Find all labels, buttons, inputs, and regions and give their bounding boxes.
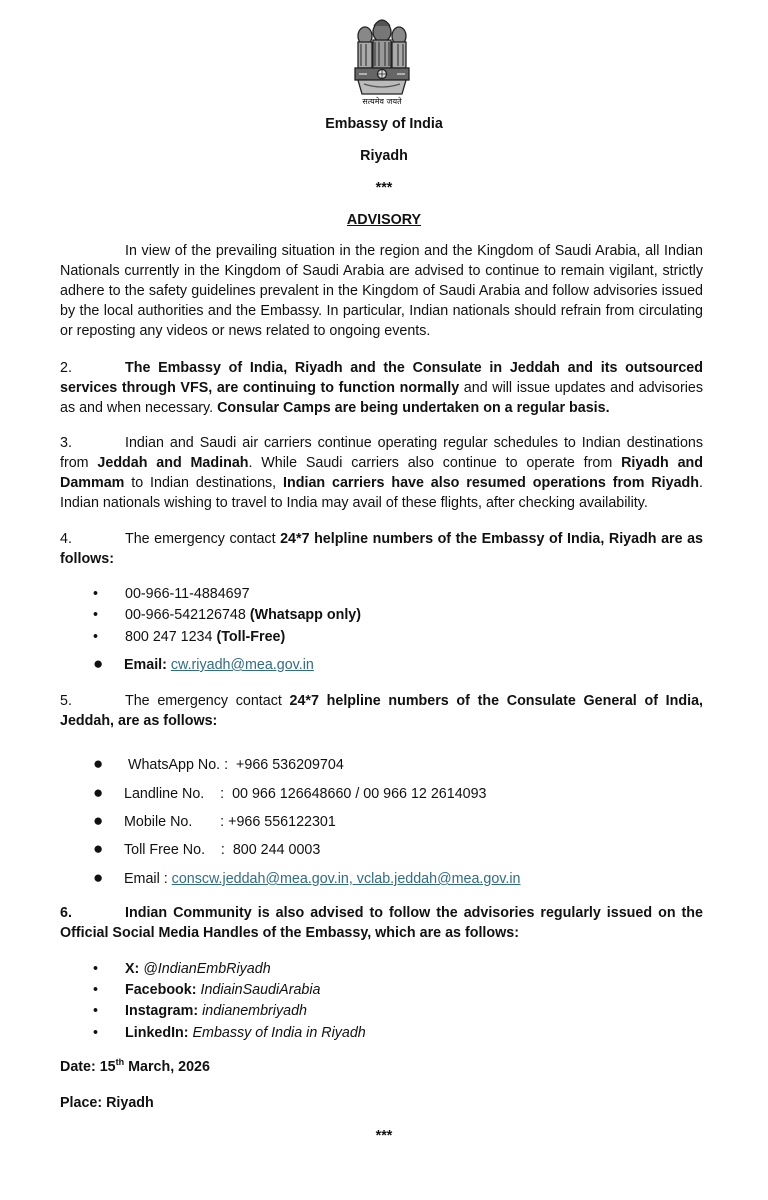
list-item [93,605,361,625]
list-item [93,1001,307,1021]
consulate-whatsapp-value: +966 536209704 [236,757,344,773]
embassy-email-link[interactable]: cw.riyadh@mea.gov.in [170,657,314,673]
paragraph-4-bold-1: 24*7 helpline numbers of the Embassy of India, Riyadh are as follows: [60,531,704,567]
bullet-icon: ● [93,754,104,773]
national-emblem-icon [344,6,420,106]
paragraph-6 [60,903,703,943]
consulate-whatsapp-label: WhatsApp No. : [124,757,237,773]
social-linkedin-handle: Embassy of India in Riyadh [192,1025,366,1041]
paragraph-1-text: In view of the prevailing situation in the region and the Kingdom of Saudi Arabia, all Indian Nationals currently in the Kingdom of Saudi Arabia are advised to continue to remain vigilant, strictly adhere to the safety guidelines prevalent in the Kingdom of Saudi Arabia and follow advisories issued by the local authorities and the Embassy. In particular, Indian nationals should refrain from circulating or reposting any videos or news related to ongoing events. [60,243,703,339]
bullet-icon: • [93,607,99,623]
date-label: Date: 15 [60,1059,116,1075]
list-item [93,811,336,832]
paragraph-3-text-1: Indian and Saudi air carriers continue operating regular schedules to Indian destinations from [60,435,703,471]
consulate-tollfree-label: Toll Free No. : [124,842,233,858]
consulate-mobile-label: Mobile No. : [124,814,229,830]
paragraph-3-bold-3: Indian carriers have also resumed operations from Riyadh [283,475,700,491]
emblem-motto: सत्यमेव जयते [362,97,402,106]
list-item [93,1023,366,1043]
org-name: Embassy of India [325,116,443,132]
embassy-phone-3-note: (Toll-Free) [216,629,286,645]
paragraph-5-bold-1: 24*7 helpline numbers of the Consulate General of India, Jeddah, are as follows: [60,693,703,729]
paragraph-5-number: 5. [60,693,72,709]
paragraph-2-number: 2. [60,360,72,376]
date-suffix: th [115,1057,125,1068]
paragraph-3-text-3: to Indian destinations, [124,475,284,491]
embassy-phone-1: 00-966-11-4884697 [125,586,250,602]
place-line: Place: Riyadh [60,1095,154,1111]
bullet-icon: ● [93,811,104,830]
paragraph-3-text-2: . While Saudi carriers also continue to operate from [248,455,622,471]
bullet-icon: ● [93,868,104,887]
list-item [93,783,487,804]
social-instagram-label: Instagram: [125,1003,203,1019]
date-line [60,1057,703,1077]
paragraph-3-bold-2: Riyadh and Dammam [60,455,703,491]
paragraph-5-text-1: The emergency contact [125,693,290,709]
bullet-icon: • [93,982,99,998]
paragraph-4-text-1: The emergency contact [125,531,281,547]
date-rest: March, 2026 [124,1059,210,1075]
social-x-handle: @IndianEmbRiyadh [143,961,271,977]
social-x-label: X: [125,961,144,977]
list-item [93,839,320,860]
social-instagram-handle: indianembriyadh [202,1003,307,1019]
list-item [93,654,314,675]
bullet-icon: • [93,586,99,602]
list-item [93,627,285,647]
bullet-icon: • [93,1003,99,1019]
list-item [93,980,321,1000]
paragraph-3-text-4: . Indian nationals wishing to travel to India may avail of these flights, after checking availability. [60,475,703,511]
list-item [93,754,344,775]
paragraph-4-number: 4. [60,531,72,547]
consulate-landline-label: Landline No. : [124,786,233,802]
consulate-landline-value: 00 966 126648660 / 00 966 12 2614093 [232,786,487,802]
list-item [93,868,520,889]
bullet-icon: ● [93,783,104,802]
bullet-icon: • [93,629,99,645]
city-name: Riyadh [360,148,408,164]
paragraph-5 [60,691,703,731]
paragraph-2-text-1: and will issue updates and advisories as and when necessary. [60,380,703,416]
social-facebook-label: Facebook: [125,982,201,998]
paragraph-2 [60,358,703,418]
consulate-tollfree-value: 800 244 0003 [232,842,321,858]
bullet-icon: ● [93,654,104,673]
paragraph-6-bold-1: Indian Community is also advised to follow the advisories regularly issued on the Official Social Media Handles of the Embassy, which are as follows: [60,905,703,941]
separator-bottom: *** [375,1128,393,1144]
list-item [93,959,271,979]
paragraph-3 [60,433,703,513]
paragraph-4 [60,529,703,569]
consulate-mobile-value: +966 556122301 [228,814,336,830]
social-linkedin-label: LinkedIn: [125,1025,193,1041]
embassy-phone-3: 800 247 1234 [125,629,217,645]
paragraph-2-bold-2: Consular Camps are being undertaken on a regular basis. [217,400,610,416]
embassy-email-label: Email: [124,657,171,673]
consulate-email-link[interactable]: conscw.jeddah@mea.gov.in, vclab.jeddah@mea.gov.in [171,871,521,887]
bullet-icon: • [93,961,99,977]
paragraph-6-number: 6. [60,905,72,921]
consulate-email-label: Email : [124,871,172,887]
embassy-phone-2: 00-966-542126748 [125,607,250,623]
social-facebook-handle: IndiainSaudiArabia [200,982,321,998]
embassy-phone-2-note: (Whatsapp only) [249,607,362,623]
bullet-icon: ● [93,839,104,858]
page-title: ADVISORY [346,212,422,228]
paragraph-2-bold-1: The Embassy of India, Riyadh and the Consulate in Jeddah and its outsourced services through VFS, are continuing to function normally [60,360,703,396]
paragraph-1 [60,241,703,341]
list-item [93,584,250,604]
paragraph-3-bold-1: Jeddah and Madinah [97,455,249,471]
bullet-icon: • [93,1025,99,1041]
paragraph-3-number: 3. [60,435,72,451]
separator-top: *** [375,180,393,196]
